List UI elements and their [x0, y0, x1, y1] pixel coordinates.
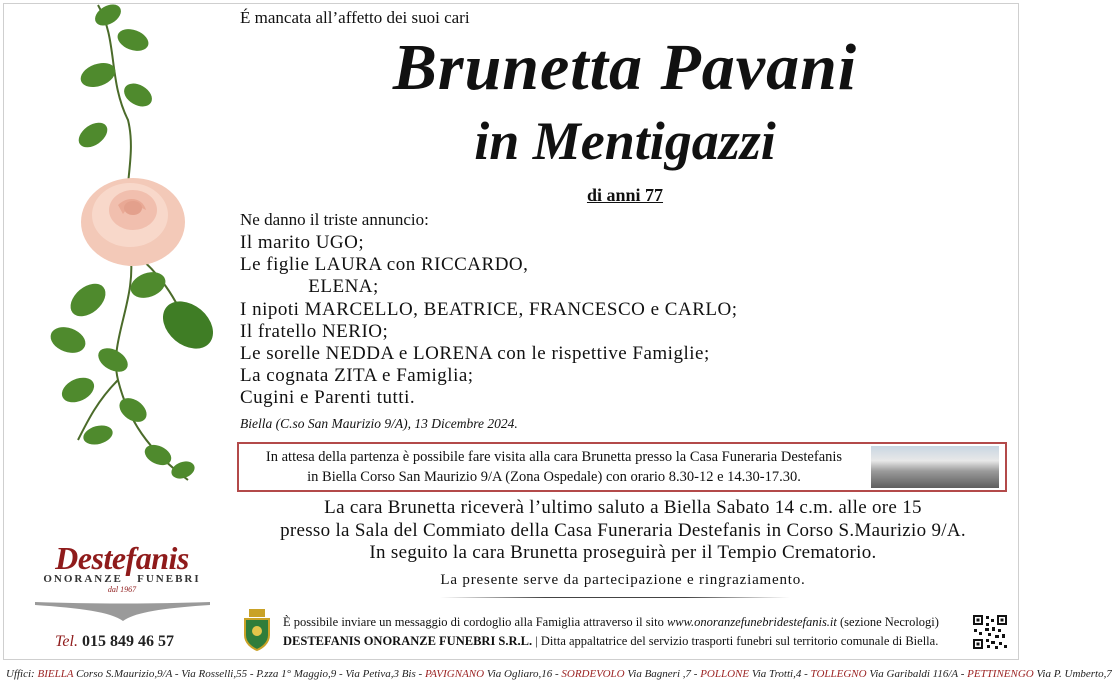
mourner-line: ELENA;	[240, 276, 379, 298]
company-line	[283, 634, 938, 649]
footer-address: Via Garibaldi 116/A -	[866, 668, 968, 680]
phone-label: Tel.	[55, 633, 78, 650]
phone	[55, 633, 174, 651]
footer-address: Via Bagneri ,7 -	[624, 668, 701, 680]
logo-subtitle: ONORANZE FUNEBRI	[43, 573, 201, 585]
footer-address: Via Ogliaro,16 -	[484, 668, 562, 680]
intro-text: É mancata all’affetto dei suoi cari	[240, 8, 470, 27]
qr-code-icon[interactable]	[972, 614, 1008, 650]
footer-address: Via P. Umberto,7	[1033, 668, 1112, 680]
married-name: in Mentigazzi	[474, 111, 776, 171]
footer-town: SORDEVOLO	[561, 668, 625, 680]
ceremony-text	[238, 497, 1008, 565]
mourner-line: Le figlie LAURA con RICCARDO,	[240, 254, 529, 276]
mourner-line: I nipoti MARCELLO, BEATRICE, FRANCESCO e CARLO;	[240, 298, 738, 320]
biella-crest-icon	[240, 607, 274, 651]
rose-illustration	[38, 0, 223, 495]
age-line: di anni 77	[586, 185, 664, 205]
ceremony-line: La cara Brunetta riceverà l’ultimo saluto a Biella Sabato 14 c.m. alle ore 15	[324, 497, 922, 518]
footer-town: PETTINENGO	[967, 668, 1034, 680]
divider	[440, 597, 790, 598]
footer-address: Corso S.Maurizio,9/A - Via Rosselli,55 - P.zza 1° Maggio,9 - Via Petiva,3 Bis -	[73, 668, 425, 680]
thanks-text: La presente serve da partecipazione e ringraziamento.	[440, 572, 806, 588]
message-note-suffix: (sezione Necrologi)	[836, 615, 939, 629]
footer-offices	[6, 668, 1112, 680]
company-desc: | Ditta appaltatrice del servizio trasporti funebri sul territorio comunale di Biella.	[532, 634, 939, 648]
mourner-line: Il fratello NERIO;	[240, 320, 389, 342]
company-name: DESTEFANIS ONORANZE FUNEBRI S.R.L.	[283, 634, 533, 648]
footer-town: POLLONE	[700, 668, 750, 680]
phone-number: 015 849 46 57	[81, 633, 174, 650]
footer-town: PAVIGNANO	[424, 668, 485, 680]
ceremony-line: presso la Sala del Commiato della Casa Funeraria Destefanis in Corso S.Maurizio 9/A.	[280, 519, 966, 541]
deceased-name: Brunetta Pavani	[392, 31, 858, 104]
message-note-text: È possibile inviare un messaggio di cordoglio alla Famiglia attraverso il sito	[283, 615, 667, 629]
visit-line: in Biella Corso San Maurizio 9/A (Zona Ospedale) con orario 8.30-12 e 14.30-17.30.	[307, 469, 801, 485]
funeral-home-photo	[871, 446, 999, 488]
visit-line: In attesa della partenza è possibile fare visita alla cara Brunetta presso la Casa Funeraria Destefanis	[265, 449, 843, 465]
mourner-line: Le sorelle NEDDA e LORENA con le rispettive Famiglie;	[240, 343, 710, 365]
logo-wordmark: Destefanis	[55, 540, 189, 576]
mourner-line: Il marito UGO;	[240, 232, 365, 253]
footer-town: BIELLA	[37, 668, 74, 680]
logo-swoosh-icon	[35, 600, 210, 622]
announcement-heading: Ne danno il triste annuncio:	[240, 210, 429, 229]
place-date: Biella (C.so San Maurizio 9/A), 13 Dicembre 2024.	[240, 416, 518, 431]
footer-town: TOLLEGNO	[810, 668, 867, 680]
company-logo	[22, 540, 222, 594]
mourner-line: La cognata ZITA e Famiglia;	[240, 365, 474, 387]
logo-since: dal 1967	[107, 585, 137, 594]
mourner-line: Cugini e Parenti tutti.	[240, 387, 416, 409]
message-note	[283, 615, 939, 630]
footer-address: Via Trotti,4 -	[749, 668, 811, 680]
mourners-list	[240, 232, 737, 410]
website-link[interactable]: www.onoranzefunebridestefanis.it	[666, 615, 837, 629]
footer-address: Uffici:	[6, 668, 38, 680]
ceremony-line: In seguito la cara Brunetta proseguirà per il Tempio Crematorio.	[369, 542, 877, 563]
visit-text	[244, 447, 864, 487]
rose-flower	[81, 178, 185, 266]
